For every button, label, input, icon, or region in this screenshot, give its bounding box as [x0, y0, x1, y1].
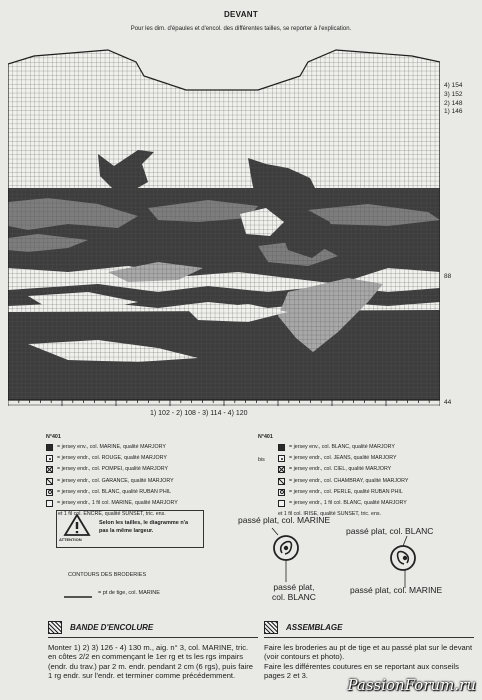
size-label-4: 4) 154: [444, 82, 463, 89]
size-label-3: 3) 152: [444, 91, 463, 98]
stitch-count-label: 1) 102 - 2) 108 - 3) 114 - 4) 120: [150, 410, 248, 417]
legend-item: = jersey endr., 1 fil col. MARINE, qualité MARJORY: [46, 498, 178, 509]
swatch-icon: [46, 478, 53, 485]
chart-grid: [8, 50, 440, 400]
swatch-icon: [46, 444, 53, 451]
swatch-icon: [278, 500, 285, 507]
knitting-chart: [8, 40, 440, 410]
embroidery-label: passé plat, col. MARINE: [350, 585, 443, 595]
legend-item: = jersey endr., col. POMPEI, qualité MARJORY: [46, 464, 178, 475]
legend-item: = jersey env., col. BLANC, qualité MARJORY: [278, 442, 408, 453]
size-label-1: 1) 146: [444, 108, 463, 115]
section-assemblage-title: ASSEMBLAGE: [264, 621, 342, 634]
hatched-box-icon: [48, 621, 62, 634]
section-encolure-title: BANDE D'ENCOLURE: [48, 621, 153, 634]
swatch-icon: [278, 444, 285, 451]
swatch-icon: [46, 500, 53, 507]
divider: [264, 637, 474, 638]
legend-item: = jersey endr., col. CIEL, qualité MARJORY: [278, 464, 408, 475]
swatch-icon: [278, 466, 285, 473]
legend-item: = jersey endr., col. BLANC, qualité RUBAN PHIL: [46, 487, 178, 498]
swatch-icon: [278, 489, 285, 496]
embroidery-label: passé plat, col. BLANC: [272, 582, 316, 602]
swatch-icon: [46, 455, 53, 462]
page-subtitle: Pour les dim. d'épaules et d'encol. des différentes tailles, se reporter à l'explication.: [130, 26, 352, 32]
watermark: PassionForum.ru: [347, 676, 476, 694]
legend-number: N°401: [46, 434, 61, 440]
bird-motif-icon: [266, 526, 306, 584]
legend-footer: et 1 fil col. ENCRE, qualité SUNSET, tric. ens.: [58, 511, 166, 518]
row-label-88: 88: [444, 273, 452, 280]
stem-stitch-label: = pt de tige, col. MARINE: [98, 590, 160, 596]
swatch-icon: [278, 478, 285, 485]
legend-401: [46, 433, 178, 520]
legend-item: = jersey endr., col. GARANCE, qualité MARJORY: [46, 476, 178, 487]
row-label-44: 44: [444, 399, 452, 406]
size-label-2: 2) 148: [444, 100, 463, 107]
attention-text: Selon les tailles, le diagramme n'a pas la même largeur.: [99, 520, 189, 534]
legend-item: = jersey endr., col. JEANS, qualité MARJORY: [278, 453, 408, 464]
legend-item: = jersey endr., col. PERLE, qualité RUBAN PHIL: [278, 487, 408, 498]
warning-triangle-icon: [63, 513, 91, 537]
contours-heading: CONTOURS DES BRODERIES: [68, 572, 147, 578]
attention-box: [56, 510, 204, 548]
hatched-box-icon: [264, 621, 278, 634]
legend-item: = jersey endr., 1 fil col. BLANC, qualité MARJORY: [278, 498, 408, 509]
divider: [48, 637, 258, 638]
legend-401-bis: [258, 433, 408, 520]
embroidery-label: passé plat, col. BLANC: [346, 526, 434, 536]
page-title: DEVANT: [223, 10, 259, 19]
swatch-icon: [278, 455, 285, 462]
embroidery-label: passé plat, col. MARINE: [238, 515, 331, 525]
legend-footer: et 1 fil col. IRISE, qualité SUNSET, tric. ens.: [278, 511, 382, 518]
stem-stitch-line-icon: [64, 594, 94, 600]
legend-number: N°401: [258, 434, 273, 440]
legend-item: = jersey endr., col. ROUGE, qualité MARJORY: [46, 453, 178, 464]
legend-suffix: bis: [258, 457, 265, 463]
swatch-icon: [46, 489, 53, 496]
attention-caption: ATTENTION: [59, 537, 82, 542]
bird-motif-icon: [385, 536, 425, 594]
section-encolure-text: Monter 1) 2) 3) 126 - 4) 130 m., aig. n° 3, col. MARINE, tric. en côtes 2/2 en commençant le 1er rg et ts les rgs impairs (endr. du trav.) par 2 m. endr. pendant 2 cm (6 rgs), puis faire 1 rg endr. sur l'endr. et terminer comme précédemment.: [48, 643, 253, 680]
legend-item: = jersey endr., col. CHAMBRAY, qualité MARJORY: [278, 476, 408, 487]
section-assemblage-text: Faire les broderies au pt de tige et au passé plat sur le devant (voir contours et photo). Faire les différentes coutures en se reportant aux conseils pages 2 et 3.: [264, 643, 473, 680]
swatch-icon: [46, 466, 53, 473]
legend-item: = jersey env., col. MARINE, qualité MARJORY: [46, 442, 178, 453]
